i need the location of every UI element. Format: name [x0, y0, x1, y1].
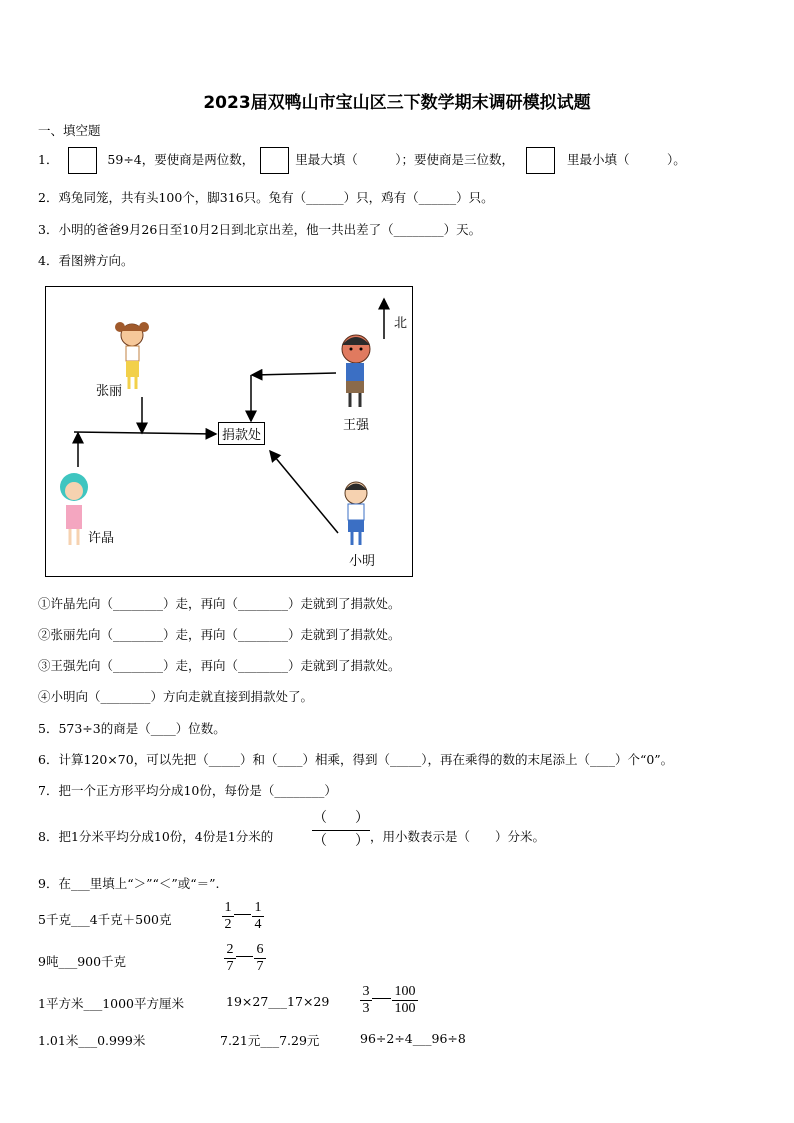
answer-blank[interactable] — [234, 914, 251, 915]
numerator: 3 — [362, 984, 370, 999]
fraction-3a — [360, 984, 372, 1017]
page-title: 2023届双鸭山市宝山区三下数学期末调研模拟试题 — [203, 93, 591, 113]
q8-text-a: 8．把1分米平均分成10份，4份是1分米的 — [38, 829, 274, 844]
denominator: 100 — [394, 1001, 416, 1016]
wangqiang-label: 王强 — [343, 418, 370, 433]
question-3: 3．小明的爸爸9月26日至10月2日到北京出差，他一共出差了（________）天。 — [38, 222, 482, 237]
compare-row2-a: 9吨___900千克 — [38, 954, 127, 969]
question-6: 6．计算120×70，可以先把（_____）和（____）相乘，得到（_____），再在乘得的数的末尾添上（____）个“0”。 — [38, 752, 674, 767]
q4-sub-2: ②张丽先向（________）走，再向（________）走就到了捐款处。 — [38, 627, 401, 642]
answer-blank[interactable] — [372, 998, 391, 999]
question-4: 4．看图辨方向。 — [38, 253, 134, 268]
numerator: 2 — [226, 942, 234, 957]
denominator: 4 — [254, 917, 262, 932]
question-1 — [38, 147, 686, 174]
numerator: 100 — [394, 984, 416, 999]
denominator: 7 — [226, 959, 234, 974]
fraction-1a — [222, 900, 234, 933]
xiaoming-label: 小明 — [349, 554, 376, 569]
q1-text-a: 59÷4，要使商是两位数， — [107, 152, 255, 167]
q4-sub-1: ①许晶先向（________）走，再向（________）走就到了捐款处。 — [38, 596, 401, 611]
fraction-2b — [254, 942, 266, 975]
donation-point-label: 捐款处 — [218, 422, 265, 445]
q1-number: 1． — [38, 152, 59, 167]
compare-row3-a: 1平方米___1000平方厘米 — [38, 996, 185, 1011]
question-9: 9．在___里填上“＞”“＜”或“＝”. — [38, 876, 220, 891]
q8-fraction — [312, 811, 370, 850]
numerator: 1 — [224, 900, 232, 915]
fraction-1b — [252, 900, 264, 933]
q8-denominator: （ ） — [313, 834, 369, 849]
q1-text-b: 里最大填（ ）；要使商是三位数， — [295, 152, 514, 167]
north-label: 北 — [394, 316, 408, 331]
compare-row4-a: 1.01米___0.999米 — [38, 1033, 146, 1048]
denominator: 2 — [224, 917, 232, 932]
compare-row4-b: 7.21元___7.29元 — [220, 1033, 320, 1048]
q1-box-3[interactable] — [526, 147, 555, 174]
xujing-path-east — [74, 432, 216, 434]
fraction-3b — [392, 984, 418, 1017]
question-5: 5．573÷3的商是（____）位数。 — [38, 721, 226, 736]
question-7: 7．把一个正方形平均分成10份，每份是（________） — [38, 783, 337, 798]
fraction-2a — [224, 942, 236, 975]
xiaoming-figure — [345, 482, 367, 545]
q1-box-1[interactable] — [68, 147, 97, 174]
compare-row3-b: 19×27___17×29 — [226, 994, 330, 1009]
compare-row1-a: 5千克___4千克＋500克 — [38, 912, 172, 927]
q8-text-b: ，用小数表示是（ ）分米。 — [370, 829, 546, 844]
xujing-label: 许晶 — [88, 531, 115, 546]
direction-diagram — [45, 286, 413, 577]
q4-sub-3: ③王强先向（________）走，再向（________）走就到了捐款处。 — [38, 658, 401, 673]
compare-row4-c: 96÷2÷4___96÷8 — [360, 1031, 466, 1046]
xujing-figure — [60, 473, 88, 545]
xiaoming-path-northwest — [270, 451, 338, 533]
q8-numerator: （ ） — [313, 811, 369, 826]
question-2: 2．鸡兔同笼，共有头100个，脚316只。兔有（______）只，鸡有（______）只。 — [38, 190, 494, 205]
wangqiang-figure — [342, 335, 370, 407]
q4-sub-4: ④小明向（________）方向走就直接到捐款处了。 — [38, 689, 314, 704]
denominator: 7 — [256, 959, 264, 974]
wangqiang-path-west — [252, 373, 336, 375]
denominator: 3 — [362, 1001, 370, 1016]
fraction-bar — [312, 830, 370, 831]
answer-blank[interactable] — [236, 956, 253, 957]
zhangli-label: 张丽 — [96, 384, 123, 399]
q1-box-2[interactable] — [260, 147, 289, 174]
zhangli-figure — [115, 322, 149, 389]
numerator: 6 — [256, 942, 264, 957]
q1-text-c: 里最小填（ ）。 — [566, 152, 686, 167]
section-heading: 一、填空题 — [38, 123, 101, 138]
numerator: 1 — [254, 900, 262, 915]
